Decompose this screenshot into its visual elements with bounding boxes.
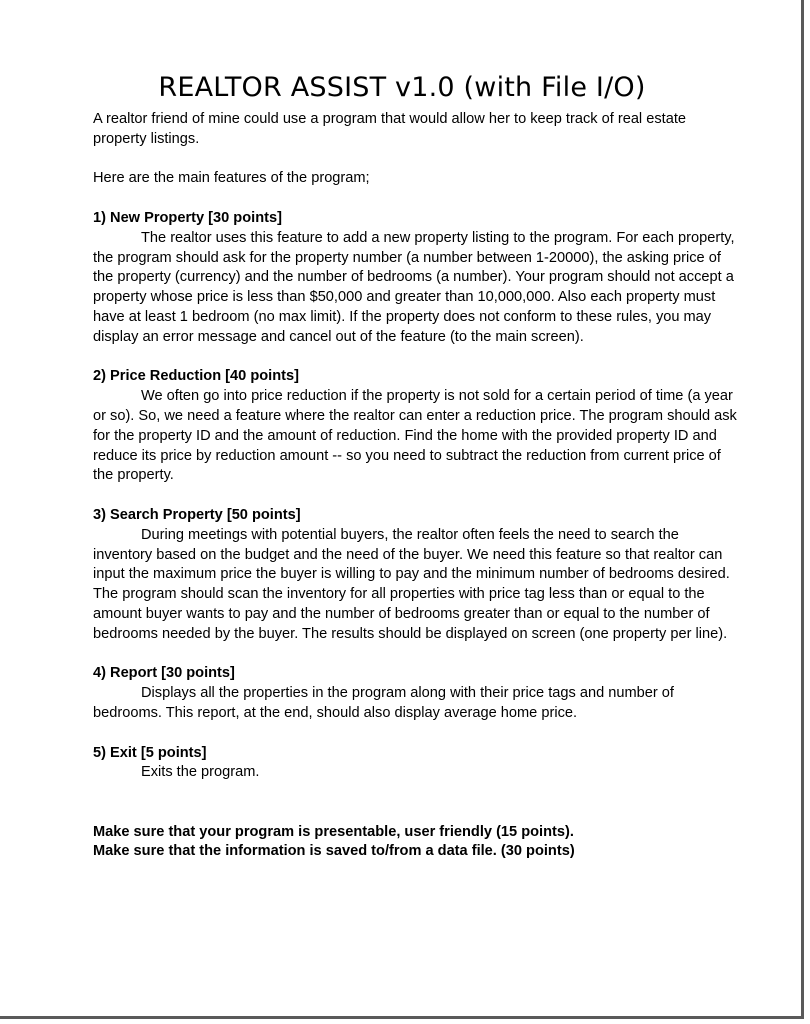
section-heading: 3) Search Property [50 points] xyxy=(93,506,301,523)
section-new-property xyxy=(93,209,738,348)
requirement-presentable: Make sure that your program is presentable, user friendly (15 points). xyxy=(93,823,574,840)
document-body xyxy=(93,110,738,862)
section-heading: 5) Exit [5 points] xyxy=(93,744,207,761)
section-report xyxy=(93,664,738,723)
section-search-property xyxy=(93,506,738,645)
section-heading: 1) New Property [30 points] xyxy=(93,209,282,226)
requirements xyxy=(93,823,738,863)
section-body: During meetings with potential buyers, the realtor often feels the need to search the inventory based on the budget and the need of the buyer. We need this feature so that realtor can input the maximum price the buyer is willing to pay and the minimum number of bedrooms desired. The program should scan the inventory for all properties with price tag less than or equal to the amount buyer wants to pay and the number of bedrooms greater than or equal to the number of bedrooms needed by the buyer. The results should be displayed on screen (one property per line). xyxy=(93,526,730,642)
section-body: We often go into price reduction if the property is not sold for a certain period of time (a year or so). So, we need a feature where the realtor can enter a reduction price. The program should ask for the property ID and the amount of reduction. Find the home with the provided property ID and reduce its price by reduction amount -- so you need to subtract the reduction from current price of the property. xyxy=(93,388,737,484)
section-exit xyxy=(93,744,738,784)
section-heading: 4) Report [30 points] xyxy=(93,665,235,682)
document-title: REALTOR ASSIST v1.0 (with File I/O) xyxy=(158,72,646,103)
requirement-data-file: Make sure that the information is saved to/from a data file. (30 points) xyxy=(93,843,575,860)
intro-paragraph: A realtor friend of mine could use a program that would allow her to keep track of real estate property listings. xyxy=(93,111,686,147)
section-body: The realtor uses this feature to add a new property listing to the program. For each property, the program should ask for the property number (a number between 1-20000), the asking price of the property (currency) and the number of bedrooms (a number). Your program should not accept a property whose price is less than $50,000 and greater than 10,000,000. Also each property must have at least 1 bedroom (no max limit). If the property does not conform to these rules, you may display an error message and cancel out of the feature (to the main screen). xyxy=(93,229,735,345)
section-heading: 2) Price Reduction [40 points] xyxy=(93,368,299,385)
features-intro: Here are the main features of the program; xyxy=(93,170,370,187)
section-body: Exits the program. xyxy=(141,764,260,781)
section-price-reduction xyxy=(93,367,738,486)
section-body: Displays all the properties in the program along with their price tags and number of bedrooms. This report, at the end, should also display average home price. xyxy=(93,685,674,721)
